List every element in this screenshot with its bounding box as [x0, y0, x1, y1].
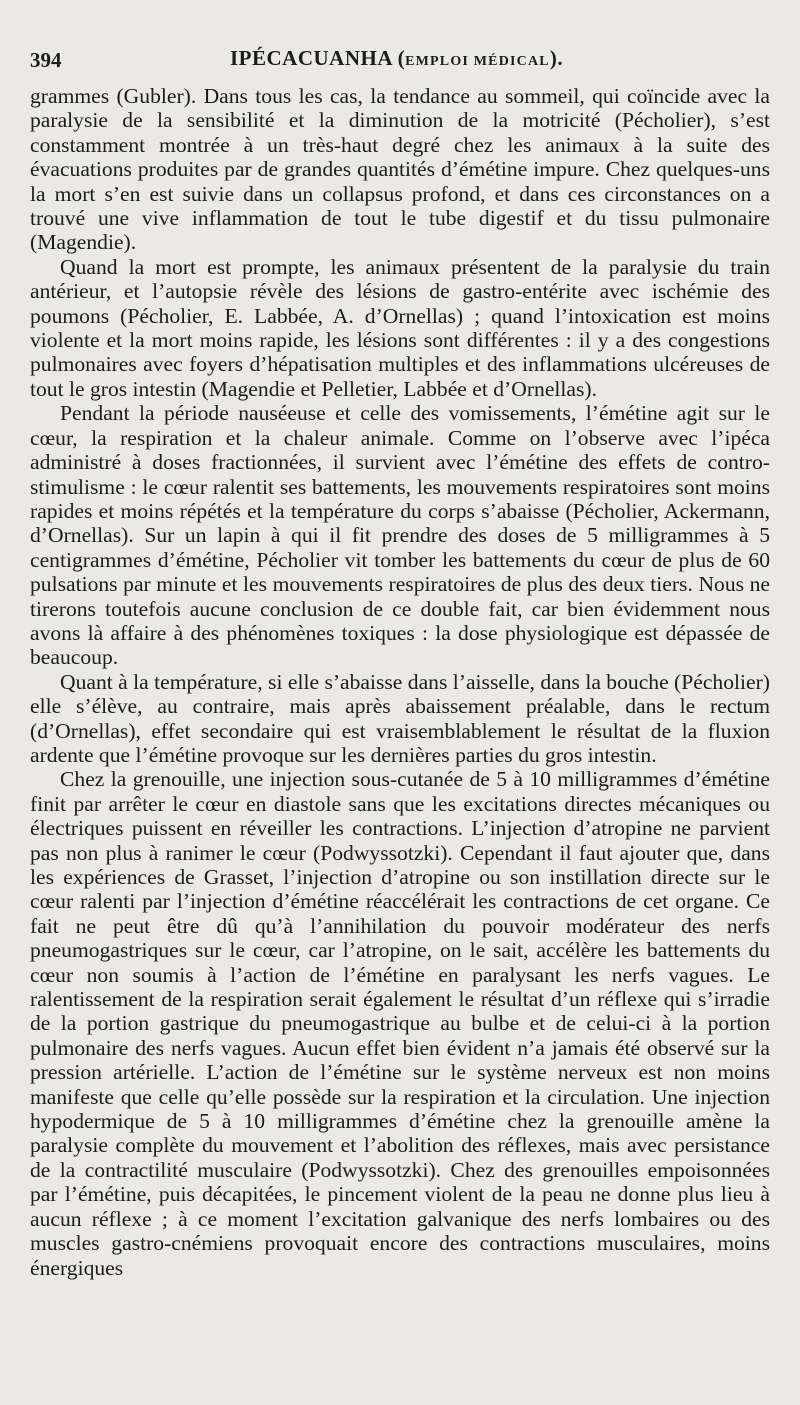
running-title-main: IPÉCACUANHA ( — [230, 46, 406, 70]
running-title-small-caps: EMPLOI MÉDICAL — [405, 54, 550, 69]
body-text — [30, 84, 770, 1280]
running-title-end: ). — [549, 46, 564, 70]
running-title — [230, 46, 563, 71]
paragraph: Quand la mort est prompte, les animaux présentent de la paralysie du train antérieur, et l’autopsie révèle des lésions de gastro-entérite avec ischémie des poumons (Pécholier, E. Labbée, A. d’Ornellas) ; quand l’intoxication est moins violente et la mort moins rapide, les lésions sont différentes : il y a des congestions pulmonaires avec foyers d’hépatisation multiples et des inflammations ulcéreuses de tout le gros intestin (Magendie et Pelletier, Labbée et d’Ornellas). — [30, 254, 770, 401]
page-number: 394 — [30, 48, 62, 72]
running-head — [30, 44, 760, 78]
paragraph-continuation: grammes (Gubler). Dans tous les cas, la tendance au sommeil, qui coïncide avec la paralysie de la sensibilité et la diminution de la motricité (Pécholier), s’est constamment montrée à un très-haut degré chez les animaux à la suite des évacuations produites par de grandes quantités d’émétine impure. Chez quelques-uns la mort s’en est suivie dans un collapsus profond, et dans ces circonstances on a trouvé une vive inflammation de tout le tube digestif et du tissu pulmonaire (Magendie). — [30, 84, 770, 255]
paragraph: Chez la grenouille, une injection sous-cutanée de 5 à 10 milligrammes d’émétine finit par arrêter le cœur en diastole sans que les excitations directes mécaniques ou électriques puissent en réveiller les contractions. L’injection d’atropine ne parvient pas non plus à ranimer le cœur (Podwyssotzki). Cependant il faut ajouter que, dans les expériences de Grasset, l’injection d’atropine ou son instillation directe sur le cœur ralenti par l’injection d’émétine réaccélérait les contractions de cet organe. Ce fait ne peut être dû qu’à l’annihilation du pouvoir modérateur des nerfs pneumogastriques sur le cœur, car l’atropine, on le sait, accélère les battements du cœur non soumis à l’action de l’émétine en paralysant les nerfs vagues. Le ralentissement de la respiration serait également le résultat d’un réflexe qui s’irradie de la portion gastrique du pneumogastrique au bulbe et de celui-ci à la portion pulmonaire des nerfs vagues. Aucun effet bien évident n’a jamais été observé sur la pression artérielle. L’action de l’émétine sur le système nerveux est non moins manifeste que celle qu’elle possède sur la respiration et la circulation. Une injection hypodermique de 5 à 10 milligrammes d’émétine chez la grenouille amène la paralysie complète du mouvement et l’abolition des réflexes, mais avec persistance de la contractilité musculaire (Podwyssotzki). Chez des grenouilles empoisonnées par l’émétine, puis décapitées, le pincement violent de la peau ne donne plus lieu à aucun réflexe ; à ce moment l’excitation galvanique des nerfs lombaires ou des muscles gastro-cnémiens provoquait encore des contractions musculaires, moins énergiques — [30, 767, 770, 1280]
paragraph: Pendant la période nauséeuse et celle des vomissements, l’émétine agit sur le cœur, la respiration et la chaleur animale. Comme on l’observe avec l’ipéca administré à doses fractionnées, il survient avec l’émétine des effets de contro-stimulisme : le cœur ralentit ses battements, les mouvements respiratoires sont moins rapides et moins répétés et la température du corps s’abaisse (Pécholier, Ackermann, d’Ornellas). Sur un lapin à qui il fit prendre des doses de 5 milligrammes à 5 centigrammes d’émétine, Pécholier vit tomber les battements du cœur de plus de 60 pulsations par minute et les mouvements respiratoires de plus des deux tiers. Nous ne tirerons toutefois aucune conclusion de ce double fait, car bien évidemment nous avons là affaire à des phénomènes toxiques : la dose physiologique est dépassée de beaucoup. — [30, 401, 770, 670]
paragraph: Quant à la température, si elle s’abaisse dans l’aisselle, dans la bouche (Pécholier) elle s’élève, au contraire, mais après abaissement préalable, dans le rectum (d’Ornellas), effet secondaire qui est vraisemblablement le résultat de la fluxion ardente que l’émétine provoque sur les dernières parties du gros intestin. — [30, 669, 770, 767]
